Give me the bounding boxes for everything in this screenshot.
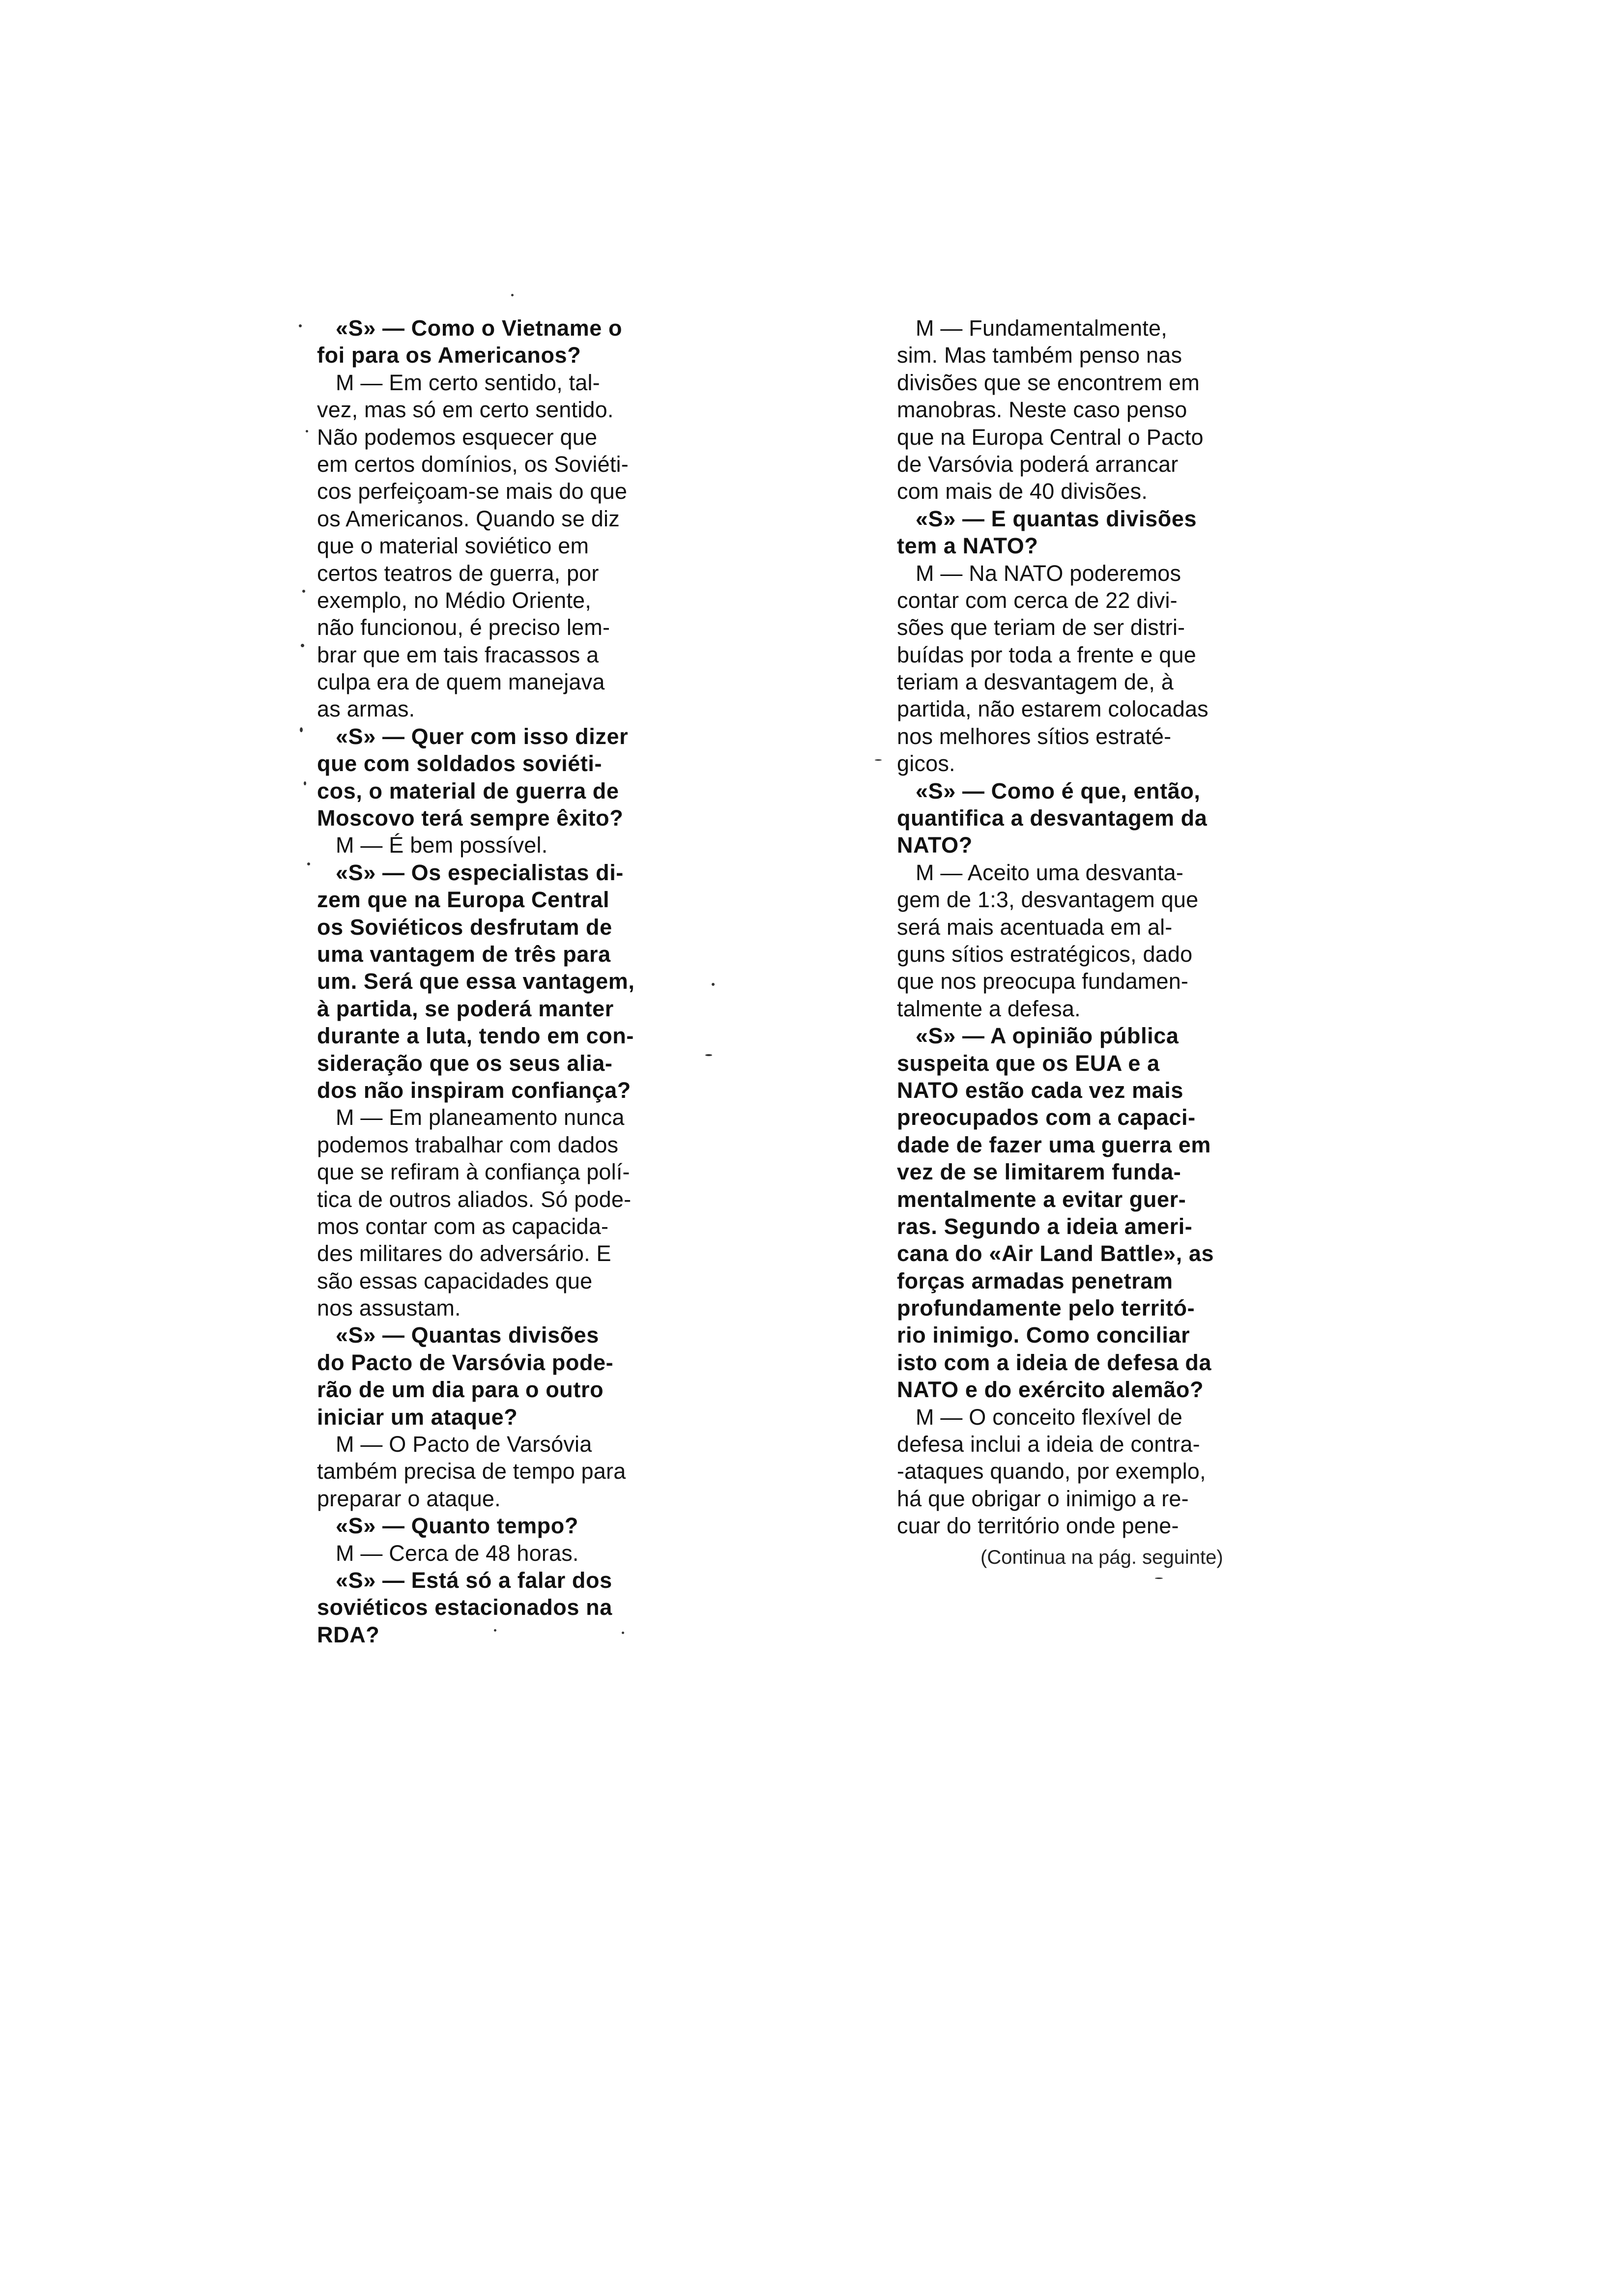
interview-answer-line: culpa era de quem manejava — [317, 669, 605, 695]
interview-question-line: «S» — Como é que, então, — [916, 778, 1201, 804]
scan-speck — [875, 759, 882, 761]
interview-answer-line: podemos trabalhar com dados — [317, 1132, 619, 1157]
interview-answer-line: talmente a defesa. — [897, 996, 1081, 1021]
interview-answer-line: M — Em certo sentido, tal- — [336, 370, 600, 395]
interview-question-line: «S» — Quantas divisões — [336, 1322, 599, 1348]
interview-answer-line: M — O conceito flexível de — [916, 1404, 1182, 1430]
interview-answer-line: contar com cerca de 22 divi- — [897, 587, 1178, 613]
interview-answer-line: será mais acentuada em al- — [897, 914, 1173, 940]
interview-question-line: forças armadas penetram — [897, 1268, 1173, 1293]
interview-question-line: rio inimigo. Como conciliar — [897, 1322, 1190, 1348]
interview-question-line: quantifica a desvantagem da — [897, 805, 1208, 831]
interview-question-line: cos, o material de guerra de — [317, 778, 619, 804]
interview-question-line: iniciar um ataque? — [317, 1404, 518, 1430]
interview-question-line: rão de um dia para o outro — [317, 1377, 604, 1403]
scan-speck — [306, 430, 308, 432]
interview-question-line: mentalmente a evitar guer- — [897, 1186, 1186, 1212]
interview-question-line: «S» — Quanto tempo? — [336, 1513, 578, 1539]
continuation-note: (Continua na pág. seguinte) — [980, 1547, 1223, 1568]
interview-answer-line: as armas. — [317, 696, 415, 722]
interview-question-line: suspeita que os EUA e a — [897, 1050, 1160, 1076]
interview-question-line: um. Será que essa vantagem, — [317, 969, 635, 994]
interview-answer-line: divisões que se encontrem em — [897, 370, 1200, 395]
interview-question-line: que com soldados soviéti- — [317, 751, 603, 776]
scan-speck — [712, 983, 715, 986]
interview-question-line: NATO e do exército alemão? — [897, 1377, 1204, 1403]
interview-answer-line: certos teatros de guerra, por — [317, 560, 599, 586]
interview-question-line: à partida, se poderá manter — [317, 996, 614, 1021]
interview-answer-line: M — Em planeamento nunca — [336, 1105, 625, 1130]
interview-question-line: do Pacto de Varsóvia pode- — [317, 1349, 614, 1375]
interview-answer-line: buídas por toda a frente e que — [897, 642, 1196, 667]
interview-answer-line: exemplo, no Médio Oriente, — [317, 587, 591, 613]
interview-question-line: foi para os Americanos? — [317, 343, 581, 368]
interview-question-line: durante a luta, tendo em con- — [317, 1023, 634, 1049]
interview-question-line: RDA? — [317, 1622, 380, 1647]
interview-answer-line: -ataques quando, por exemplo, — [897, 1459, 1206, 1484]
interview-answer-line: M — Fundamentalmente, — [916, 316, 1167, 341]
interview-question-line: «S» — Como o Vietname o — [336, 316, 623, 341]
scan-speck — [301, 644, 304, 647]
interview-question-line: zem que na Europa Central — [317, 887, 610, 913]
scan-speck — [300, 727, 303, 732]
interview-question-line: soviéticos estacionados na — [317, 1595, 612, 1620]
interview-question-line: «S» — E quantas divisões — [916, 506, 1197, 531]
scan-speck — [302, 590, 305, 593]
interview-answer-line: que se refiram à confiança polí- — [317, 1159, 630, 1185]
interview-question-line: «S» — Quer com isso dizer — [336, 723, 629, 749]
interview-answer-line: teriam a desvantagem de, à — [897, 669, 1174, 695]
interview-question-line: vez de se limitarem funda- — [897, 1159, 1181, 1185]
interview-question-line: dos não inspiram confiança? — [317, 1077, 631, 1103]
interview-question-line: os Soviéticos desfrutam de — [317, 914, 612, 940]
interview-answer-line: nos melhores sítios estraté- — [897, 723, 1172, 749]
interview-answer-line: mos contar com as capacida- — [317, 1213, 609, 1239]
interview-answer-line: que na Europa Central o Pacto — [897, 424, 1204, 450]
interview-answer-line: os Americanos. Quando se diz — [317, 506, 620, 531]
interview-answer-line: de Varsóvia poderá arrancar — [897, 451, 1179, 477]
interview-question-line: profundamente pelo territó- — [897, 1295, 1195, 1321]
scan-speck — [494, 1629, 496, 1632]
interview-answer-line: M — Cerca de 48 horas. — [336, 1540, 579, 1566]
interview-question-line: isto com a ideia de defesa da — [897, 1349, 1212, 1375]
interview-question-line: uma vantagem de três para — [317, 941, 611, 967]
interview-answer-line: com mais de 40 divisões. — [897, 479, 1148, 504]
interview-question-line: «S» — Os especialistas di- — [336, 860, 624, 885]
interview-answer-line: partida, não estarem colocadas — [897, 696, 1209, 722]
right-text-column — [897, 315, 1261, 1540]
left-text-column — [317, 315, 700, 1648]
interview-answer-line: tica de outros aliados. Só pode- — [317, 1186, 632, 1212]
interview-answer-line: cuar do território onde pene- — [897, 1513, 1179, 1539]
scan-speck — [622, 1632, 624, 1634]
interview-answer-line: também precisa de tempo para — [317, 1459, 626, 1484]
interview-answer-line: em certos domínios, os Soviéti- — [317, 451, 629, 477]
interview-answer-line: que o material soviético em — [317, 533, 589, 559]
scan-speck — [299, 324, 302, 327]
interview-question-line: NATO estão cada vez mais — [897, 1077, 1183, 1103]
interview-answer-line: guns sítios estratégicos, dado — [897, 941, 1193, 967]
interview-answer-line: M — O Pacto de Varsóvia — [336, 1432, 592, 1457]
scan-speck — [304, 781, 306, 785]
interview-question-line: ras. Segundo a ideia ameri- — [897, 1213, 1193, 1239]
scan-speck — [1155, 1578, 1163, 1579]
interview-answer-line: nos assustam. — [317, 1295, 461, 1321]
interview-question-line: Moscovo terá sempre êxito? — [317, 805, 624, 831]
interview-answer-line: manobras. Neste caso penso — [897, 397, 1187, 423]
interview-answer-line: há que obrigar o inimigo a re- — [897, 1486, 1189, 1511]
interview-answer-line: M — Aceito uma desvanta- — [916, 860, 1184, 885]
interview-answer-line: não funcionou, é preciso lem- — [317, 615, 610, 640]
interview-answer-line: gicos. — [897, 751, 955, 776]
interview-answer-line: M — É bem possível. — [336, 832, 548, 858]
scan-speck — [705, 1054, 712, 1056]
interview-answer-line: cos perfeiçoam-se mais do que — [317, 479, 628, 504]
interview-answer-line: des militares do adversário. E — [317, 1241, 611, 1266]
interview-answer-line: são essas capacidades que — [317, 1268, 593, 1293]
scan-speck — [307, 862, 310, 865]
interview-question-line: «S» — Está só a falar dos — [336, 1567, 612, 1593]
interview-answer-line: defesa inclui a ideia de contra- — [897, 1432, 1200, 1457]
interview-answer-line: M — Na NATO poderemos — [916, 560, 1181, 586]
interview-question-line: dade de fazer uma guerra em — [897, 1132, 1211, 1157]
interview-answer-line: sões que teriam de ser distri- — [897, 615, 1185, 640]
interview-answer-line: que nos preocupa fundamen- — [897, 969, 1189, 994]
interview-question-line: sideração que os seus alia- — [317, 1050, 613, 1076]
interview-answer-line: Não podemos esquecer que — [317, 424, 598, 450]
interview-question-line: tem a NATO? — [897, 533, 1038, 559]
interview-answer-line: vez, mas só em certo sentido. — [317, 397, 614, 423]
interview-question-line: NATO? — [897, 832, 973, 858]
interview-answer-line: brar que em tais fracassos a — [317, 642, 599, 667]
interview-answer-line: gem de 1:3, desvantagem que — [897, 887, 1199, 913]
interview-question-line: cana do «Air Land Battle», as — [897, 1241, 1214, 1266]
interview-answer-line: preparar o ataque. — [317, 1486, 501, 1511]
interview-question-line: «S» — A opinião pública — [916, 1023, 1179, 1049]
interview-question-line: preocupados com a capaci- — [897, 1105, 1196, 1130]
scan-speck — [511, 294, 514, 296]
interview-answer-line: sim. Mas também penso nas — [897, 343, 1182, 368]
